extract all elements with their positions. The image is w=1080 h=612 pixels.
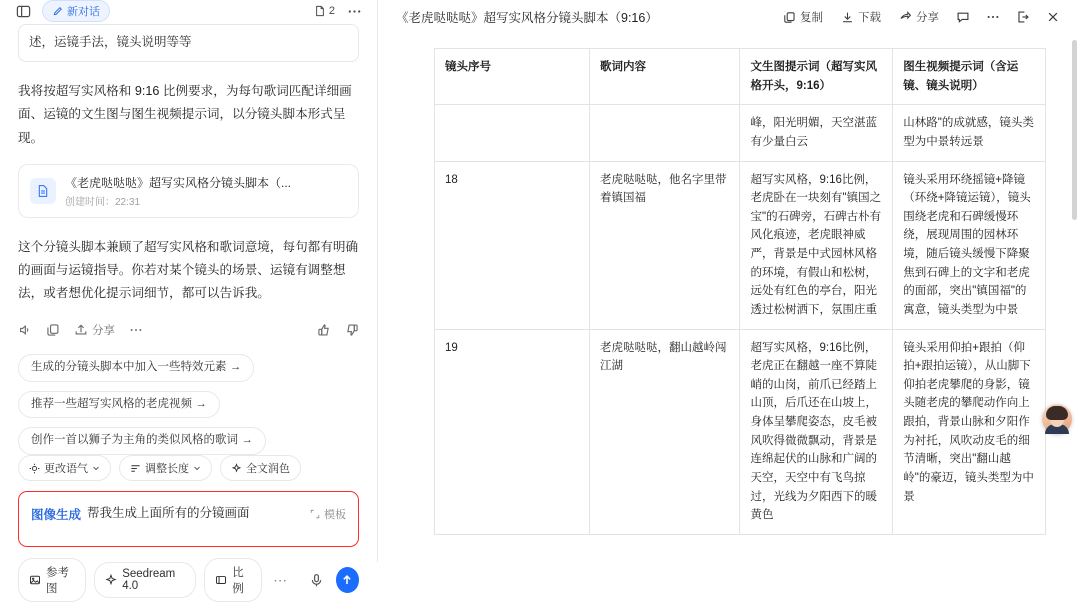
cell-t2i-prompt: 超写实风格，9:16比例，老虎正在翻越一座不算陡峭的山岗，前爪已经踏上山顶，后爪还在山坡上，身体呈攀爬姿态，皮毛被风吹得微微飘动，背景是连绵起伏的山脉和广阔的天空，天空中有飞鸟掠过，光线为夕阳西下的暖黄色 (740, 329, 893, 534)
cell-shot-no: 19 (435, 329, 590, 534)
share-button[interactable] (74, 322, 115, 338)
cell-lyric: 老虎哒哒哒，他名字里带着镇国福 (589, 161, 740, 329)
copy-icon (783, 11, 796, 24)
cell-i2v-prompt: 镜头采用环绕摇镜+降镜（环绕+降镜运镜），镜头围绕老虎和石碑缓慢环绕，展现周围的园林环境，随后镜头缓慢下降聚焦到石碑上的文字和老虎的面部，突出"镇国福"的寓意，镜头类型为中景 (893, 161, 1046, 329)
cell-lyric: 老虎哒哒哒，翻山越岭闯江湖 (589, 329, 740, 534)
send-button[interactable] (336, 567, 359, 593)
document-icon (314, 5, 326, 17)
cell-t2i-prompt: 超写实风格，9:16比例，老虎卧在一块刻有"镇国之宝"的石碑旁，石碑古朴有风化痕迹，老虎眼神威严，背景是中式园林风格的环境，有假山和松树，远处有红色的亭台，阳光透过松树洒下，氛围庄重 (740, 161, 893, 329)
share-icon (899, 11, 912, 24)
download-icon (841, 11, 854, 24)
message-actions (18, 322, 359, 338)
message-input[interactable]: 帮我生成上面所有的分镜画面 (87, 506, 250, 521)
suggestion-item-1[interactable]: 生成的分镜头脚本中加入一些特效元素 → (18, 354, 254, 382)
assistant-paragraph-1: 我将按超写实风格和 9:16 比例要求，为每句歌词匹配详细画面、运镜的文生图与图生视频提示词，以分镜头脚本形式呈现。 (18, 84, 352, 145)
composer-area (0, 455, 377, 612)
suggestion-item-3[interactable]: 创作一首以狮子为主角的类似风格的歌词 → (18, 427, 266, 455)
page-title: 《老虎哒哒哒》超写实风格分镜头脚本（9:16） (396, 11, 658, 25)
cell-i2v-prompt: 镜头采用仰拍+跟拍（仰拍+跟拍运镜），从山脚下仰拍老虎攀爬的身影，镜头随老虎的攀爬动作向上跟拍，背景山脉和夕阳作为衬托，风吹动皮毛的细节清晰，突出"翻山越岭"的豪迈，镜头类型为中景 (893, 329, 1046, 534)
avatar-hair (1046, 406, 1068, 420)
table-header-cell: 文生图提示词（超写实风格开头，9:16） (740, 49, 893, 105)
copy-icon[interactable] (46, 323, 60, 337)
sidebar-toggle-icon[interactable] (12, 0, 34, 22)
image-icon (29, 574, 41, 586)
avatar[interactable] (1042, 404, 1072, 434)
document-pane (378, 0, 1080, 562)
length-icon (130, 463, 141, 474)
suggestion-list (18, 354, 359, 455)
cell-lyric (589, 105, 740, 161)
polish-icon (231, 463, 242, 474)
model-selector-label: Seedream 4.0 (122, 568, 176, 593)
copy-button[interactable] (776, 5, 830, 29)
storyboard-table (434, 48, 1046, 535)
reference-image-chip[interactable] (18, 558, 86, 602)
file-title: 《老虎哒哒哒》超写实风格分镜头脚本（... (65, 175, 292, 190)
close-icon[interactable] (1040, 4, 1066, 30)
chat-scroll-area[interactable] (0, 22, 377, 455)
assistant-paragraph-2: 这个分镜头脚本兼顾了超写实风格和歌词意境，每句都有明确的画面与运镜指导。你若对某个镜头的场景、运镜有调整想法，或者想优化提示词细节，都可以告诉我。 (18, 239, 359, 301)
download-label: 下载 (858, 12, 881, 24)
polish-text-label: 全文润色 (246, 463, 290, 476)
table-header-cell: 镜头序号 (435, 49, 590, 105)
copy-label: 复制 (800, 12, 823, 24)
aspect-ratio-chip[interactable] (204, 558, 262, 602)
tone-icon (29, 463, 40, 474)
change-tone-label: 更改语气 (44, 463, 88, 476)
new-chat-label: 新对话 (67, 6, 100, 18)
page-count-button[interactable] (314, 5, 335, 17)
suggestion-item-2[interactable]: 推荐一些超写实风格的老虎视频 → (18, 391, 220, 419)
page-count-label: 2 (328, 5, 335, 17)
thumbs-up-icon[interactable] (317, 323, 331, 337)
document-body[interactable] (378, 34, 1080, 562)
reference-image-label: 参考图 (46, 567, 69, 596)
share-button[interactable] (892, 5, 946, 29)
toolbar-more-icon[interactable]: ⋯ (273, 571, 288, 588)
chat-pane (0, 0, 378, 596)
export-icon[interactable] (1010, 4, 1036, 30)
edit-pencil-icon (52, 6, 63, 17)
template-button[interactable] (310, 506, 346, 522)
composer-toolbar (18, 558, 359, 602)
cell-i2v-prompt: 山林路"的成就感，镜头类型为中景转远景 (893, 105, 1046, 161)
change-tone-chip[interactable] (18, 455, 111, 481)
file-doc-icon (30, 178, 56, 204)
share-label: 分享 (92, 324, 115, 337)
ratio-icon (215, 574, 227, 586)
cell-t2i-prompt: 峰，阳光明媚，天空湛蓝有少量白云 (740, 105, 893, 161)
expand-icon (310, 509, 320, 519)
cell-shot-no: 18 (435, 161, 590, 329)
read-aloud-icon[interactable] (18, 323, 32, 337)
file-meta (65, 174, 291, 208)
scrollbar-thumb[interactable] (1072, 40, 1077, 220)
model-selector-chip[interactable] (94, 562, 196, 598)
document-header (378, 0, 1080, 34)
template-label: 模板 (324, 509, 346, 522)
message-input-wrapper[interactable] (18, 491, 359, 547)
new-chat-button[interactable] (42, 0, 110, 22)
table-row (435, 161, 1046, 329)
message-more-icon[interactable] (129, 323, 143, 337)
file-subtitle: 创建时间：22:31 (65, 196, 141, 208)
table-row (435, 105, 1046, 161)
table-header-cell: 图生视频提示词（含运镜、镜头说明） (893, 49, 1046, 105)
cell-shot-no (435, 105, 590, 161)
chevron-down-icon (193, 464, 201, 472)
image-generation-tag[interactable]: 图像生成 (31, 508, 82, 523)
more-horizontal-icon[interactable] (980, 4, 1006, 30)
comment-icon[interactable] (950, 4, 976, 30)
table-header-cell: 歌词内容 (589, 49, 740, 105)
table-header-row (435, 49, 1046, 105)
sparkle-icon (105, 574, 117, 586)
thumbs-down-icon[interactable] (345, 323, 359, 337)
adjust-length-chip[interactable] (119, 455, 212, 481)
attached-file-card[interactable] (18, 164, 359, 218)
microphone-icon[interactable] (306, 568, 328, 592)
download-button[interactable] (834, 5, 888, 29)
polish-text-chip[interactable] (220, 455, 301, 481)
share-label: 分享 (916, 12, 939, 24)
chat-toolbar (0, 0, 377, 22)
aspect-ratio-label: 比例 (232, 567, 244, 596)
table-row (435, 329, 1046, 534)
more-horizontal-icon[interactable] (343, 0, 365, 22)
adjust-length-label: 调整长度 (145, 463, 189, 476)
quoted-text: 述，运镜手法，镜头说明等等 (18, 24, 359, 62)
tone-chip-row (18, 455, 359, 481)
chevron-down-icon (92, 464, 100, 472)
